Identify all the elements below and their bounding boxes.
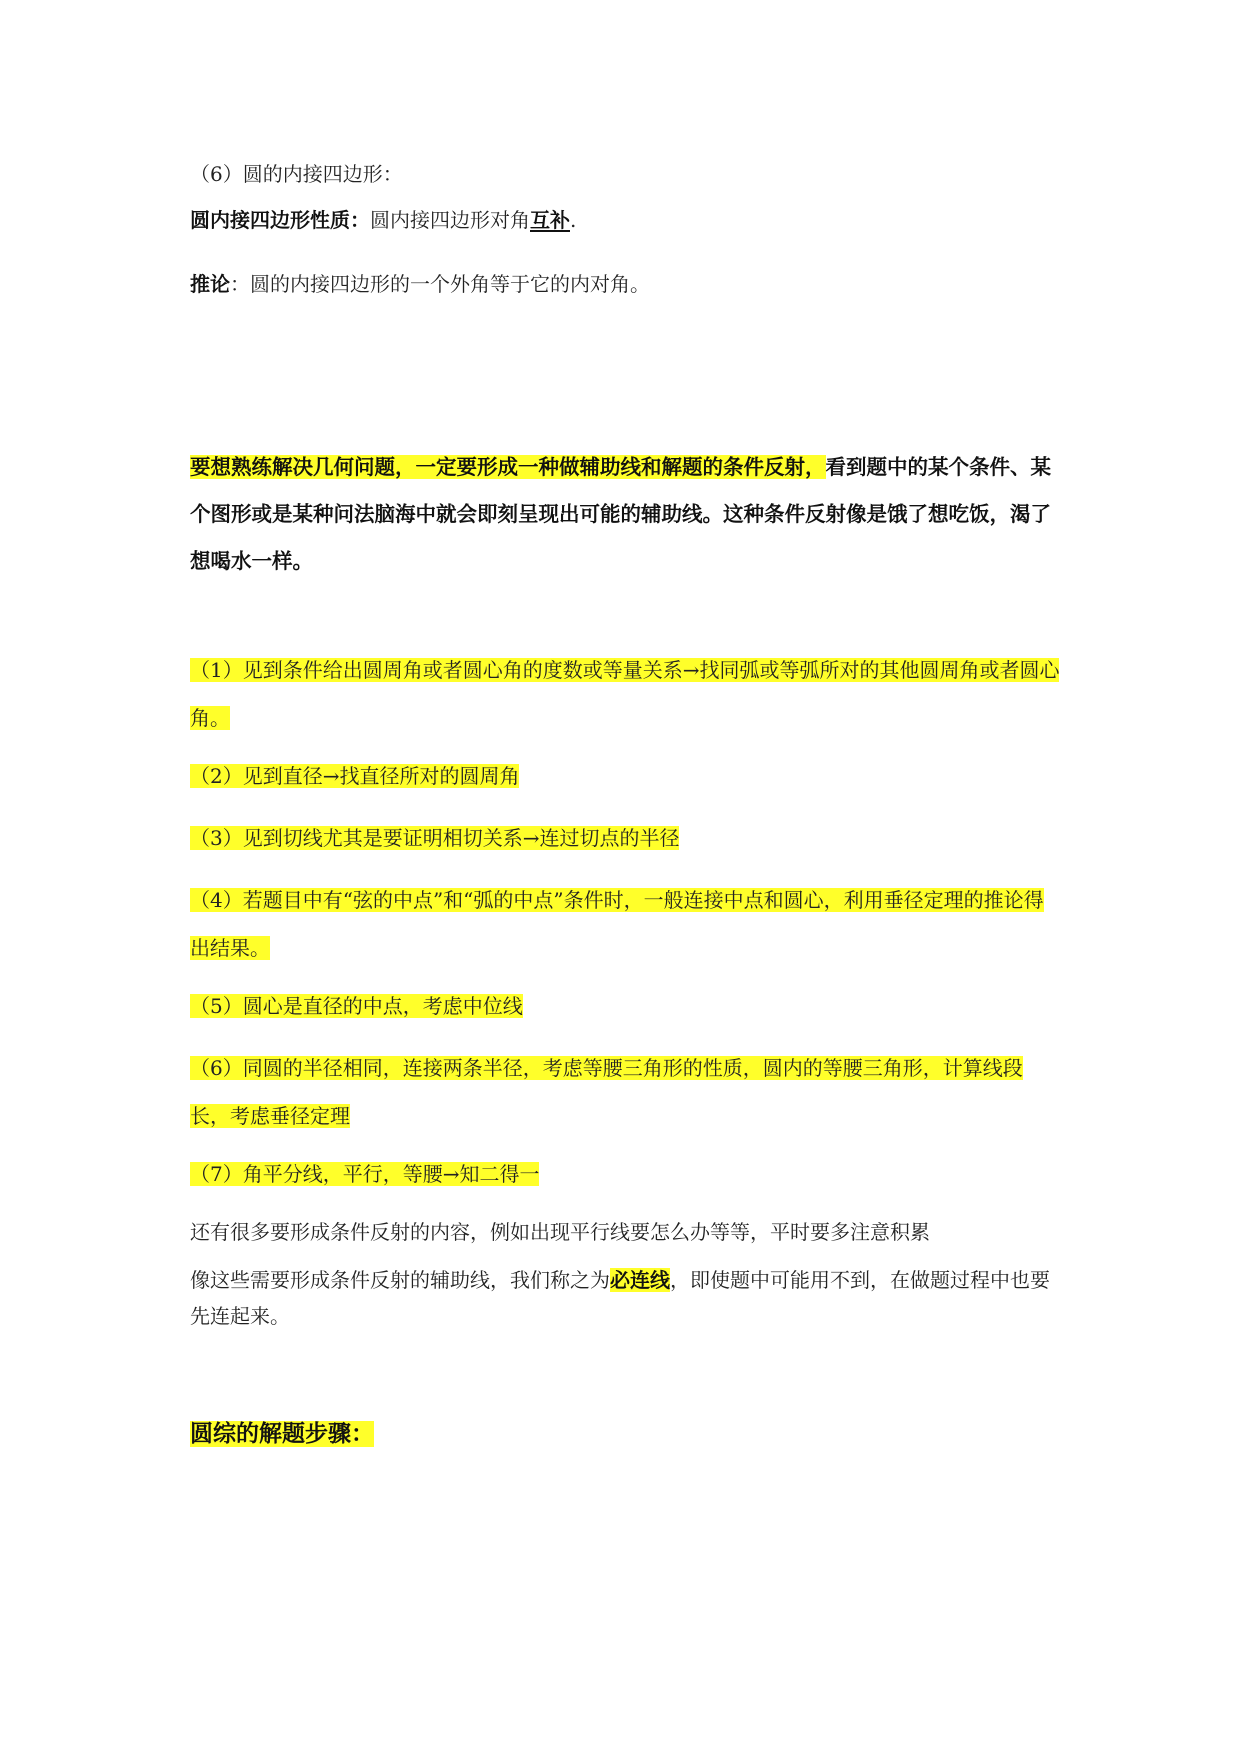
rule-text: （2）见到直径→找直径所对的圆周角 <box>190 764 520 788</box>
corollary-line <box>190 260 1060 308</box>
property-text: 圆内接四边形对角 <box>370 208 530 232</box>
rule-item <box>190 646 1060 742</box>
rule-item <box>190 876 1060 972</box>
note-line <box>190 1208 1060 1256</box>
rule-item <box>190 982 1060 1030</box>
steps-heading-text: 圆综的解题步骤： <box>190 1421 374 1447</box>
intro-paragraph <box>190 444 1060 585</box>
corollary-text: ：圆的内接四边形的一个外角等于它的内对角。 <box>230 272 650 296</box>
rule-text: （5）圆心是直径的中点，考虑中位线 <box>190 994 523 1018</box>
intro-highlight: 要想熟练解决几何问题，一定要形成一种做辅助线和解题的条件反射， <box>190 455 826 479</box>
rule-text: （3）见到切线尤其是要证明相切关系→连过切点的半径 <box>190 826 680 850</box>
rule-item <box>190 1044 1060 1140</box>
property-line <box>190 196 1060 244</box>
rule-text: （4）若题目中有“弦的中点”和“弧的中点”条件时，一般连接中点和圆心，利用垂径定理的推论得出结果。 <box>190 888 1044 960</box>
steps-heading <box>190 1410 1060 1458</box>
note2-before: 像这些需要形成条件反射的辅助线，我们称之为 <box>190 1268 610 1292</box>
rule-item <box>190 1150 1060 1198</box>
note1-text: 还有很多要形成条件反射的内容，例如出现平行线要怎么办等等，平时要多注意积累 <box>190 1220 930 1244</box>
rule-item <box>190 752 1060 800</box>
rule-item <box>190 814 1060 862</box>
corollary-label: 推论 <box>190 272 230 296</box>
note-paragraph <box>190 1262 1060 1334</box>
property-label: 圆内接四边形性质： <box>190 208 370 232</box>
intro-rest: 看到题中的某个条件、某个图形或是某种问法脑海中就会即刻呈现出可能的辅助线。这种条件反射像是饿了想吃饭，渴了想喝水一样。 <box>190 455 1051 573</box>
note2-after: ，即使题中可能用不到，在做题过程中也要先连起来。 <box>190 1268 1050 1328</box>
section-title <box>190 150 1060 198</box>
note2-emphasis: 必连线 <box>610 1268 670 1292</box>
property-emphasis: 互补 <box>530 208 570 232</box>
property-end: . <box>570 208 577 232</box>
rule-text: （7）角平分线，平行，等腰→知二得一 <box>190 1162 540 1186</box>
rule-text: （6）同圆的半径相同，连接两条半径，考虑等腰三角形的性质，圆内的等腰三角形，计算线段长，考虑垂径定理 <box>190 1056 1023 1128</box>
section-title-text: （6）圆的内接四边形： <box>190 162 403 186</box>
rule-text: （1）见到条件给出圆周角或者圆心角的度数或等量关系→找同弧或等弧所对的其他圆周角或者圆心角。 <box>190 658 1060 730</box>
